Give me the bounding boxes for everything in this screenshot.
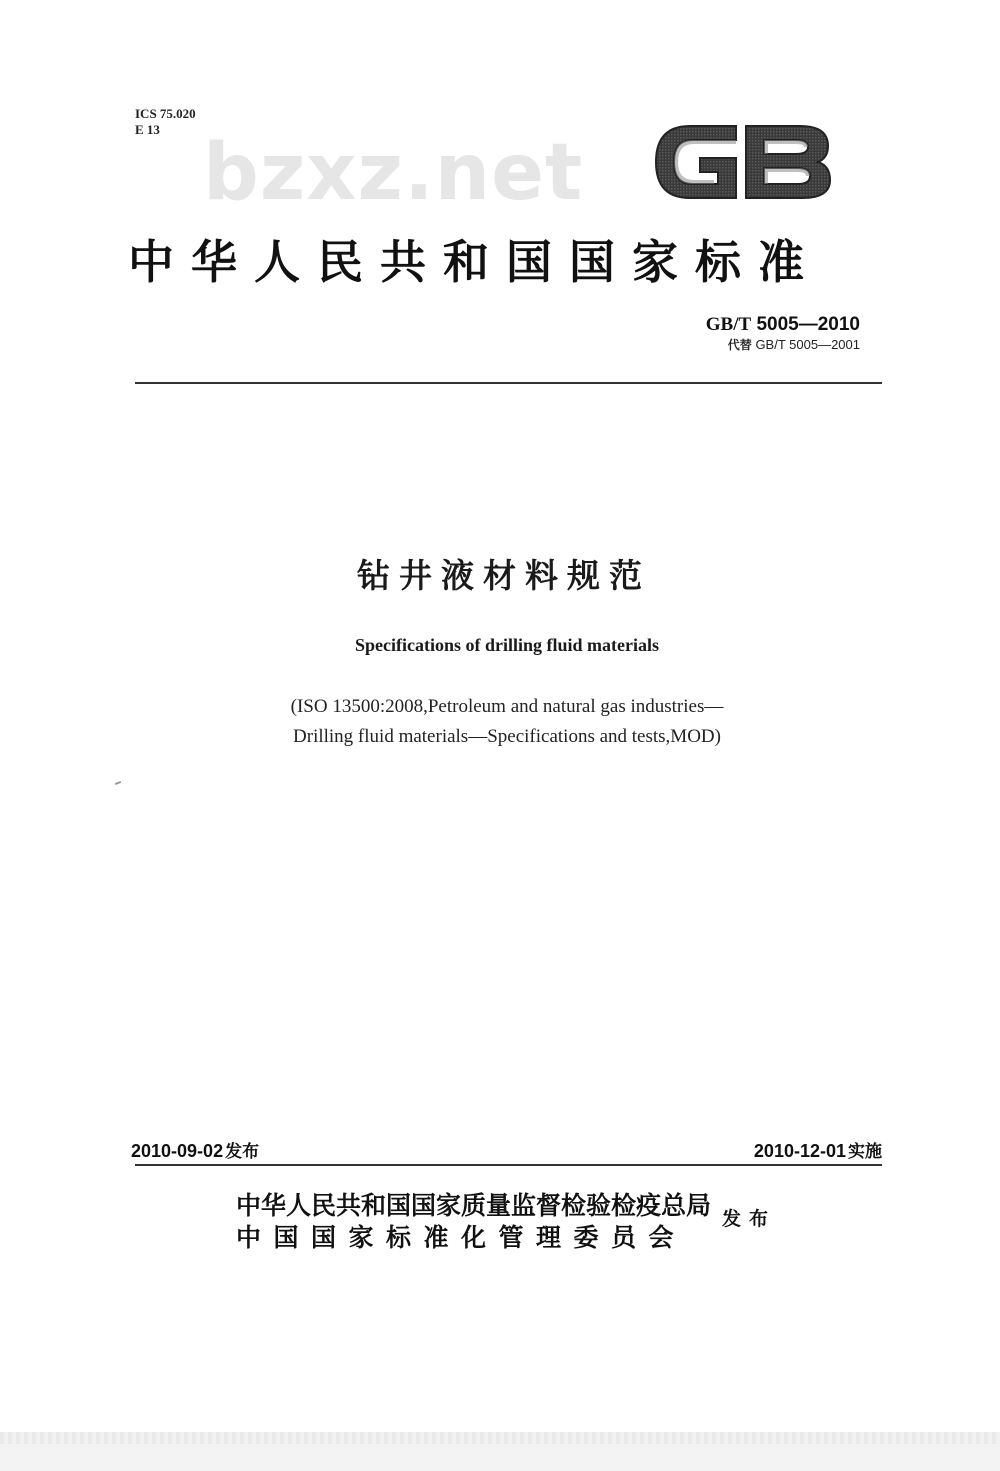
scan-speck [115, 781, 121, 785]
classification-codes [135, 106, 196, 138]
standard-code: 5005—2010 [756, 314, 860, 335]
issuer-sac: 中国国家标准化管理委员会 [236, 1223, 687, 1252]
document-title-zh: 钻井液材料规范 [357, 556, 651, 595]
document-title-en: Specifications of drilling fluid materials [355, 635, 659, 655]
logo-text: GB [650, 116, 652, 117]
effective-date: 2010-12-01 [753, 1141, 846, 1161]
issue-action: 发布 [722, 1208, 777, 1230]
iso-reference-line-2: Drilling fluid materials—Specifications and tests,MOD) [293, 726, 721, 747]
standard-number-block [706, 314, 860, 354]
site-watermark: bzxz.net [203, 128, 584, 218]
bottom-divider [135, 1164, 882, 1166]
iso-reference-line-1: (ISO 13500:2008,Petroleum and natural gas industries— [290, 696, 724, 717]
standard-number [706, 314, 860, 336]
effective-date-block [754, 1140, 882, 1163]
iso-reference [0, 692, 1000, 752]
publish-date-block [131, 1140, 259, 1163]
issuing-authorities [236, 1190, 711, 1254]
replaces-standard: GB/T 5005—2001 [755, 337, 860, 352]
gb-logo [650, 116, 836, 208]
ccs-code: E 13 [135, 122, 160, 137]
effective-label: 实施 [848, 1142, 882, 1162]
standard-prefix: GB/T [705, 314, 752, 335]
replaces-label: 代替 [727, 338, 752, 352]
page-edge [0, 1432, 1000, 1444]
publish-date: 2010-09-02 [131, 1141, 224, 1161]
page-bottom-gap [0, 1432, 1000, 1471]
top-divider [135, 382, 882, 384]
ics-code: ICS 75.020 [135, 106, 196, 121]
replaces-line [706, 336, 860, 354]
main-title: 中华人民共和国国家标准 [128, 235, 821, 289]
publish-label: 发布 [225, 1142, 260, 1162]
issuer-aqsiq: 中华人民共和国国家质量监督检验检疫总局 [236, 1191, 712, 1220]
